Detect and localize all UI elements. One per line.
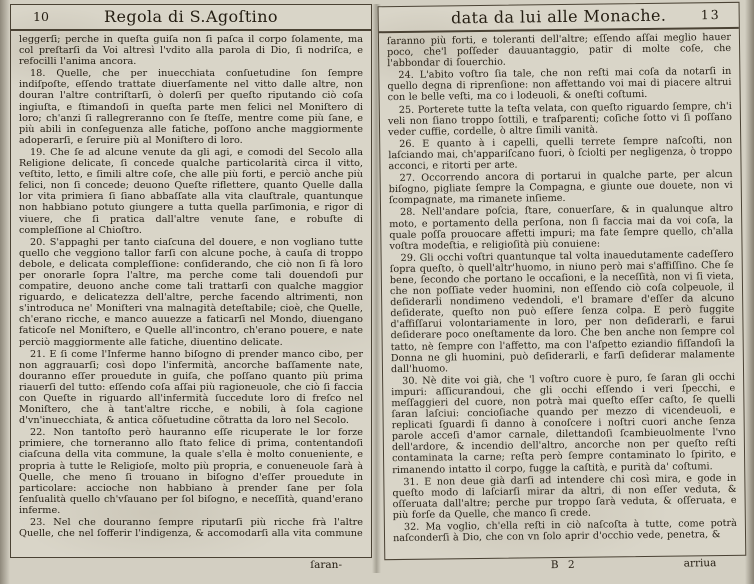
left-page-body: [11, 31, 371, 539]
paragraph-20: 20. S'appaghi per tanto ciaſcuna del douere, e non vogliano tutte quello che veggiono tallor farſi con alcune poche, à cauſa di troppo debole, e delicata compleſſione: conſiderando, che ciò non ſi fà loro per onorarle ſopra l'altre, ma perche come tali douendoſi pur compatire, deuono anche come tali trattarſi con qualche maggior riguardo, e delicatezza dell'altre, perche facendo altrimenti, non s'introduca ne' Moniſteri vna malnagità deteſtabile; cioè, che Quelle, ch'erano ricche, e manco auuezze a faticarſi nel Mondo, diuengano faticoſe nel Moniſtero, e Quelle all'incontro, ch'erano pouere, e nate perciò maggiormente alle fatiche, diuentino delicate.: [19, 236, 363, 348]
left-catchword: ſaran-: [310, 559, 342, 571]
left-page-header: [11, 5, 371, 31]
paragraph-24: 24. L'abito voſtro ſia tale, che non reſti mai coſa da notarſi in quello degna di riprenſione: non affettando voi mai di piacere altrui con le belle veſti, ma co i lodeuoli, & oneſti coſtumi.: [387, 66, 732, 104]
signature-mark: B 2: [550, 558, 578, 572]
left-page-footline: [10, 558, 372, 573]
paragraph-31: 31. E non deue già darſi ad intendere chi così mira, e gode in queſto modo di laſciarſi mirar da altri, di non eſſer veduta, & oſſeruata dall'altre; perche pur troppo ſarà veduta, & oſſeruata, e più forſe da Quelle, che manco ſi crede.: [392, 472, 737, 522]
right-page-footline: [384, 556, 746, 575]
right-page-frame: [378, 2, 747, 560]
paragraph-32: 32. Ma voglio, ch'ella reſti in ciò naſcoſta à tutte, come potrà naſconderſi à Dio, che con vn ſolo aprir d'occhio vede, penetra, &: [392, 517, 737, 545]
left-folio-number: 10: [33, 9, 49, 24]
paragraph-30: 30. Nè dite voi già, che 'l voſtro cuore è puro, ſe ſaran gli occhi impuri: aſſicurandoui, che gli occhi eſſendo i veri ſpecchi, e meſſaggieri del cuore, non potrà mai queſto eſſer caſto, ſe quelli ſaran laſciui: concioſiache quando per mezzo di vicendeuoli, e replicati ſguardi ſi danno à conoſcere i noſtri cuori anche ſenza parole acceſi d'amor carnale, dilettandoſi ſcambieuolmente l'vno dell'ardore, & incendio dell'altro, ancorche non per queſto reſti contaminata la carne; reſta però ſempre contaminato lo ſpirito, e rimanendo intatto il corpo, fugge la caſtità, e purità da' coſtumi.: [391, 371, 737, 476]
paragraph-27: 27. Occorrendo ancora di portarui in qualche parte, per alcun biſogno, pigliate ſempre la Compagna, e giunte oue douete, non vi ſcompagnate, ma rimanete inſieme.: [388, 169, 733, 207]
left-running-title: Regola di S.Agoſtino: [104, 7, 278, 26]
paragraph-22: 22. Non tantoſto però hauranno eſſe ricuperate le lor forze primiere, che torneranno allo ſtato felice di prima, contentandoſi ciaſcuna della vita commune, la quale s'ella è molto conueniente, e propria à tutte le Religioſe, molto più propria, e conueneuole ſarà à Quelle, che meno ſi trouano in biſogno d'eſſer prouedute in particolare: accioche non habbiano à prender ſane per ſola ſenſualità quello ch'vſauano per ſol biſogno, e neceſſità, quand'erano inferme.: [19, 427, 363, 516]
paragraph-18: 18. Quelle, che per inuecchiata conſuetudine ſon ſempre indiſpoſte, eſſendo trattate diuerſamente nel vitto dalle altre, non douran l'altre contriſtarſi, ò dolerſi per queſto riputando ciò coſa ingiuſta, e ſtimandoſi in queſta parte men felici nel Moniſtero di loro; ch'anzi ſi rallegreranno con ſe ſteſſe, mentre come più ſane, e più abili in conſeguenza alle fatiche, poſſono anche maggiormente adoperarſi, e ſeruire più al Moniſtero di loro.: [19, 68, 363, 146]
paragraph-continuation: leggerſi; perche in queſta guiſa non ſi paſca il corpo ſolamente, ma col preſtarſi da Voi altresì l'vdito alla parola di Dio, ſi nodriſca, e refocilli l'anima ancora.: [19, 34, 363, 68]
paragraph-19: 19. Che ſe ad alcune venute da gli agi, e comodi del Secolo alla Religione delicate, ſi concede qualche particolarità circa il vitto, veſtito, letto, e ſimili altre coſe, che alle più forti, e perciò anche più felici, non ſi concede; deuono Queſte riflettere, quanto Quelle dalla lor vita primiera ſi ſiano abbaſſate alla vita clauſtrale, quantunque non habbiano potuto giungere a tutta quella parſimonia, e rigor di viuere, che ſi pratica dall'altre venute ſane, e robuſte di compleſſione al Chioſtro.: [19, 146, 363, 236]
paragraph-continuation: ſaranno più forti, e toleranti dell'altre; eſſendo aſſai meglio hauer poco, che'l poſſeder dauuantaggio, patir di molte coſe, che l'abbondar di ſouerchio.: [386, 31, 732, 70]
right-page-header: [379, 3, 739, 33]
right-page-body: [379, 29, 745, 545]
paragraph-26: 26. E quanto à i capelli, quelli terrete ſempre naſcoſti, non laſciando mai, ch'appariſcano fuori, ò ſciolti per negligenza, ò troppo acconci, e ritorti per arte.: [388, 134, 733, 173]
paragraph-23: 23. Nel che douranno ſempre riputarſi più ricche frà l'altre Quelle, che nel ſofferir l'indigenza, & accomodarſi alla vita commune: [19, 517, 363, 540]
right-folio-number: 13: [700, 7, 721, 23]
right-catchword: arriua: [683, 557, 717, 570]
paragraph-29: 29. Gli occhi voſtri quantunque tal volta inauedutamente cadeſſero ſopra queſto, ò quell'altr'huomo, in niuno però mai s'affiſſino. Che ſe bene, ſecondo che portano le occaſioni, e la neceſſità, non vi ſi vieta, che non poſſiate veder huomini, non eſſendo ciò coſa colpeuole, il deſiderarli nondimeno vedendoli, e'l bramare d'eſſer da alcuno deſiderate, queſto non può eſſere ſenza colpa. E però fuggite d'affiſſarui volontariamente in loro, per non deſiderarli, e farui deſiderare poco oneſtamente da loro. Che ben anche non ſempre col tatto, nè ſempre con l'affetto, ma con l'aſpetto eziandio fiſſandoſi la Donna ne gli huomini, può deſiderarli, e farſi deſiderar malamente dall'huomo.: [389, 248, 735, 375]
paragraph-21: 21. E ſi come l'Inferme hanno biſogno di prender manco cibo, per non aggrauarſi; così dopo l'infermità, ancorche baſſamente nate, douranno eſſer prouedute in guiſa, che poſſano quanto più prima riauerſi del tutto: eſſendo coſa aſſai più ragioneuole, che ciò ſi faccia con Queſte in riguardo all'infermità ſuccedute loro di freſco nel Moniſtero, che à tant'altre ricche, e nobili, à ſola cagione d'vn'inuecchiata, & antica cõſuetudine cõtratta da loro nel Secolo.: [19, 348, 363, 427]
right-page: [378, 2, 747, 575]
paragraph-25: 25. Porterete tutte la teſta velata, con queſto riguardo ſempre, ch'i veli non ſiano troppo ſottili, e traſparenti; coſiche ſotto vi ſi poſſano veder cuffie, cordelle, ò altre ſimili vanità.: [387, 100, 732, 138]
right-running-title: data da lui alle Monache.: [450, 5, 667, 28]
paragraph-28: 28. Nell'andare poſcia, ſtare, conuerſare, & in qualunque altro moto, e portamento della perſona, non ſi faccia mai da voi coſa, la quale poſſa prouocare affetti impuri; ma fate ſempre quello, ch'alla voſtra modeſtia, e religioſità più conuiene:: [389, 203, 734, 252]
left-page-frame: [10, 4, 372, 558]
left-page: [10, 4, 372, 573]
